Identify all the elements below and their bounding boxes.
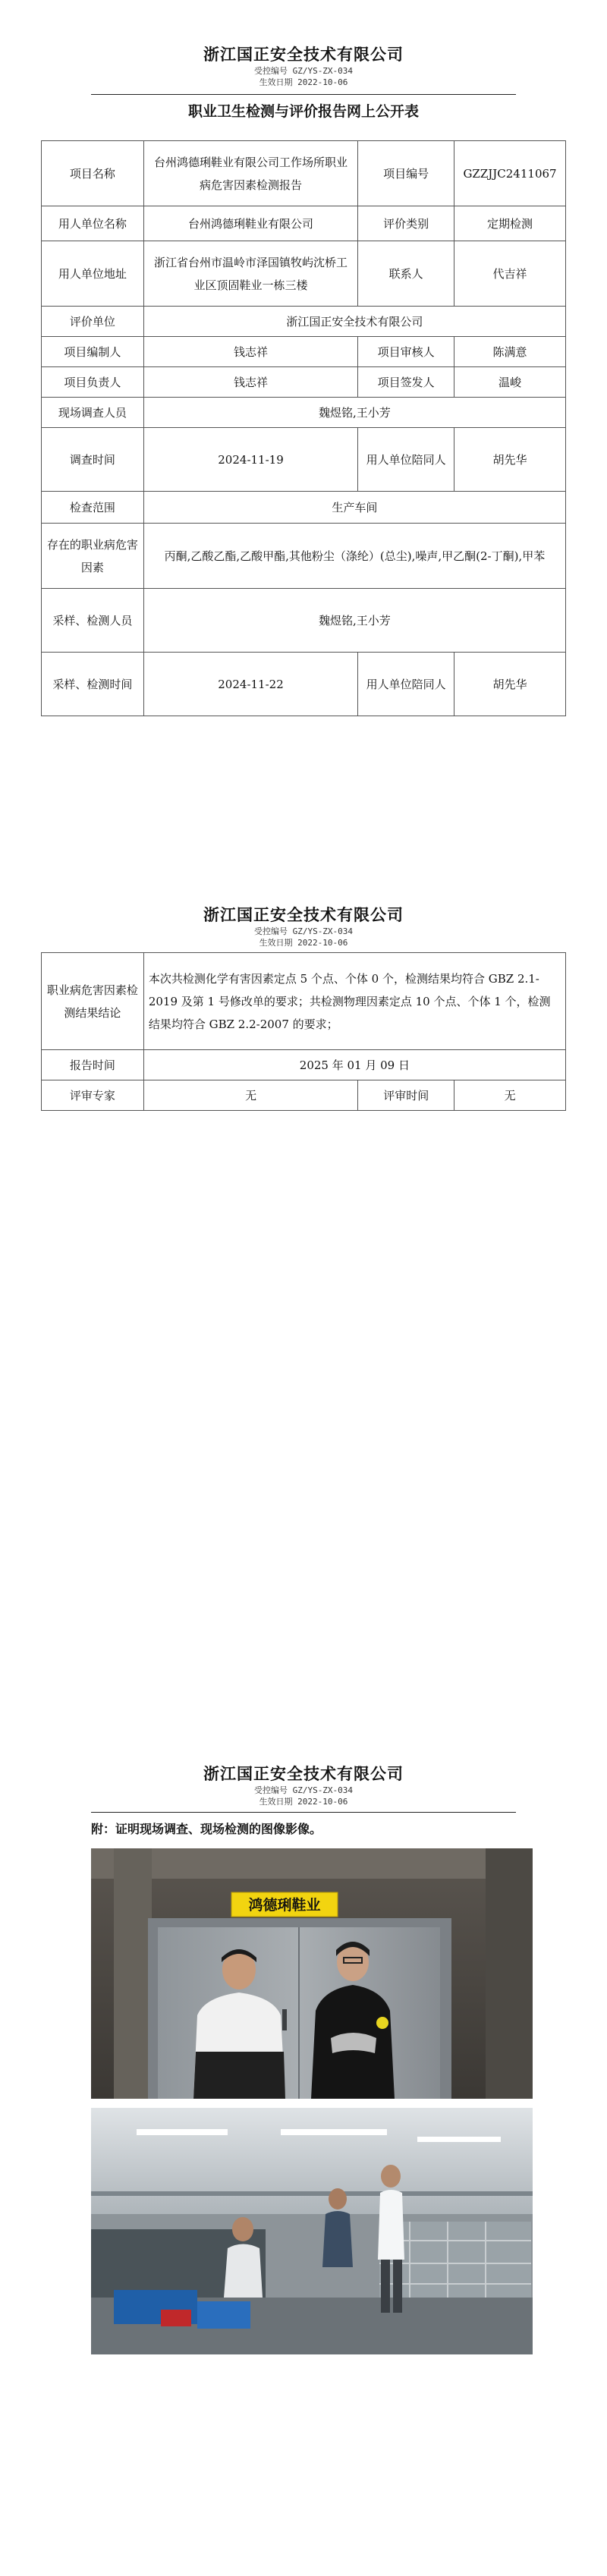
cell-value: 生产车间 xyxy=(143,492,565,524)
table-row xyxy=(42,307,566,337)
cell-value: 代吉祥 xyxy=(454,241,566,307)
cell-label: 用人单位陪同人 xyxy=(358,653,454,716)
table-row xyxy=(42,367,566,398)
factory-sign-text: 鸿德琍鞋业 xyxy=(248,1897,321,1914)
table-row xyxy=(42,428,566,492)
cell-value: 定期检测 xyxy=(454,206,566,241)
cell-value: 温峻 xyxy=(454,367,566,398)
table-row xyxy=(42,589,566,653)
site-sampling-illustration xyxy=(91,2108,533,2354)
cell-label: 项目签发人 xyxy=(358,367,454,398)
table-row xyxy=(42,241,566,307)
cell-value: 魏煜铭,王小芳 xyxy=(143,398,565,428)
cell-label: 项目编制人 xyxy=(42,337,144,367)
cell-label: 评审时间 xyxy=(358,1080,454,1111)
control-number: 受控编号 GZ/YS-ZX-034 xyxy=(253,66,354,76)
cell-value: 胡先华 xyxy=(454,653,566,716)
cell-label: 项目编号 xyxy=(358,141,454,206)
effective-date: 生效日期 2022-10-06 xyxy=(259,77,348,87)
cell-value: 台州鸿德琍鞋业有限公司 xyxy=(143,206,357,241)
cell-value: 丙酮,乙酸乙酯,乙酸甲酯,其他粉尘（涤纶）(总尘),噪声,甲乙酮(2-丁酮),甲苯 xyxy=(143,524,565,589)
cell-value: 2025 年 01 月 09 日 xyxy=(143,1050,565,1080)
table-row xyxy=(42,141,566,206)
annex-caption: 附：证明现场调查、现场检测的图像影像。 xyxy=(91,1822,322,1836)
cell-label: 采样、检测人员 xyxy=(42,589,144,653)
table-row xyxy=(42,1050,566,1080)
page-header-3 xyxy=(0,1762,607,1807)
cell-label: 评价单位 xyxy=(42,307,144,337)
cell-label: 存在的职业病危害因素 xyxy=(42,524,144,589)
page-header-1 xyxy=(0,42,607,88)
cell-value: 浙江省台州市温岭市泽国镇牧屿沈桥工业区顶固鞋业一栋三楼 xyxy=(143,241,357,307)
cell-label: 现场调查人员 xyxy=(42,398,144,428)
table-row xyxy=(42,398,566,428)
page-header-2 xyxy=(0,903,607,948)
cell-value: 浙江国正安全技术有限公司 xyxy=(143,307,565,337)
cell-value: 钱志祥 xyxy=(143,337,357,367)
document-title: 职业卫生检测与评价报告网上公开表 xyxy=(187,103,419,120)
table-row xyxy=(42,1080,566,1111)
header-rule xyxy=(91,94,516,95)
effective-date: 生效日期 2022-10-06 xyxy=(259,938,348,948)
cell-value: 台州鸿德琍鞋业有限公司工作场所职业病危害因素检测报告 xyxy=(143,141,357,206)
cell-value: 胡先华 xyxy=(454,428,566,492)
cell-label: 项目审核人 xyxy=(358,337,454,367)
cell-value: 无 xyxy=(143,1080,358,1111)
cell-value: 2024-11-19 xyxy=(143,428,357,492)
site-survey-illustration xyxy=(91,1848,533,2099)
cell-label: 职业病危害因素检测结果结论 xyxy=(42,953,144,1050)
table-row xyxy=(42,337,566,367)
table-row xyxy=(42,206,566,241)
cell-label: 评价类别 xyxy=(358,206,454,241)
cell-value: 陈满意 xyxy=(454,337,566,367)
company-name: 浙江国正安全技术有限公司 xyxy=(203,905,404,924)
table-row xyxy=(42,492,566,524)
site-sampling-photo xyxy=(91,2108,533,2354)
table-row xyxy=(42,524,566,589)
cell-label: 采样、检测时间 xyxy=(42,653,144,716)
table-row xyxy=(42,953,566,1050)
cell-label: 用人单位地址 xyxy=(42,241,144,307)
cell-value: 魏煜铭,王小芳 xyxy=(143,589,565,653)
cell-label: 报告时间 xyxy=(42,1050,144,1080)
cell-label: 用人单位陪同人 xyxy=(358,428,454,492)
cell-label: 联系人 xyxy=(358,241,454,307)
cell-label: 调查时间 xyxy=(42,428,144,492)
cell-value: 无 xyxy=(454,1080,566,1111)
cell-value: 钱志祥 xyxy=(143,367,357,398)
result-table xyxy=(41,952,566,1111)
cell-label: 用人单位名称 xyxy=(42,206,144,241)
cell-value: 本次共检测化学有害因素定点 5 个点、个体 0 个，检测结果均符合 GBZ 2.1-2019 及第 1 号修改单的要求；共检测物理因素定点 10 个点、个体 1 个，检测结果均符合 GBZ 2.2-2007 的要求； xyxy=(143,953,565,1050)
company-name: 浙江国正安全技术有限公司 xyxy=(203,1764,404,1783)
table-row xyxy=(42,653,566,716)
company-name: 浙江国正安全技术有限公司 xyxy=(203,45,404,64)
disclosure-table xyxy=(41,140,566,716)
cell-label: 项目名称 xyxy=(42,141,144,206)
control-number: 受控编号 GZ/YS-ZX-034 xyxy=(253,926,354,936)
site-survey-photo xyxy=(91,1848,533,2099)
cell-label: 项目负责人 xyxy=(42,367,144,398)
cell-label: 评审专家 xyxy=(42,1080,144,1111)
cell-value: 2024-11-22 xyxy=(143,653,357,716)
control-number: 受控编号 GZ/YS-ZX-034 xyxy=(253,1785,354,1795)
effective-date: 生效日期 2022-10-06 xyxy=(259,1797,348,1807)
header-rule xyxy=(91,1812,516,1813)
cell-value: GZZJJC2411067 xyxy=(454,141,566,206)
cell-label: 检查范围 xyxy=(42,492,144,524)
